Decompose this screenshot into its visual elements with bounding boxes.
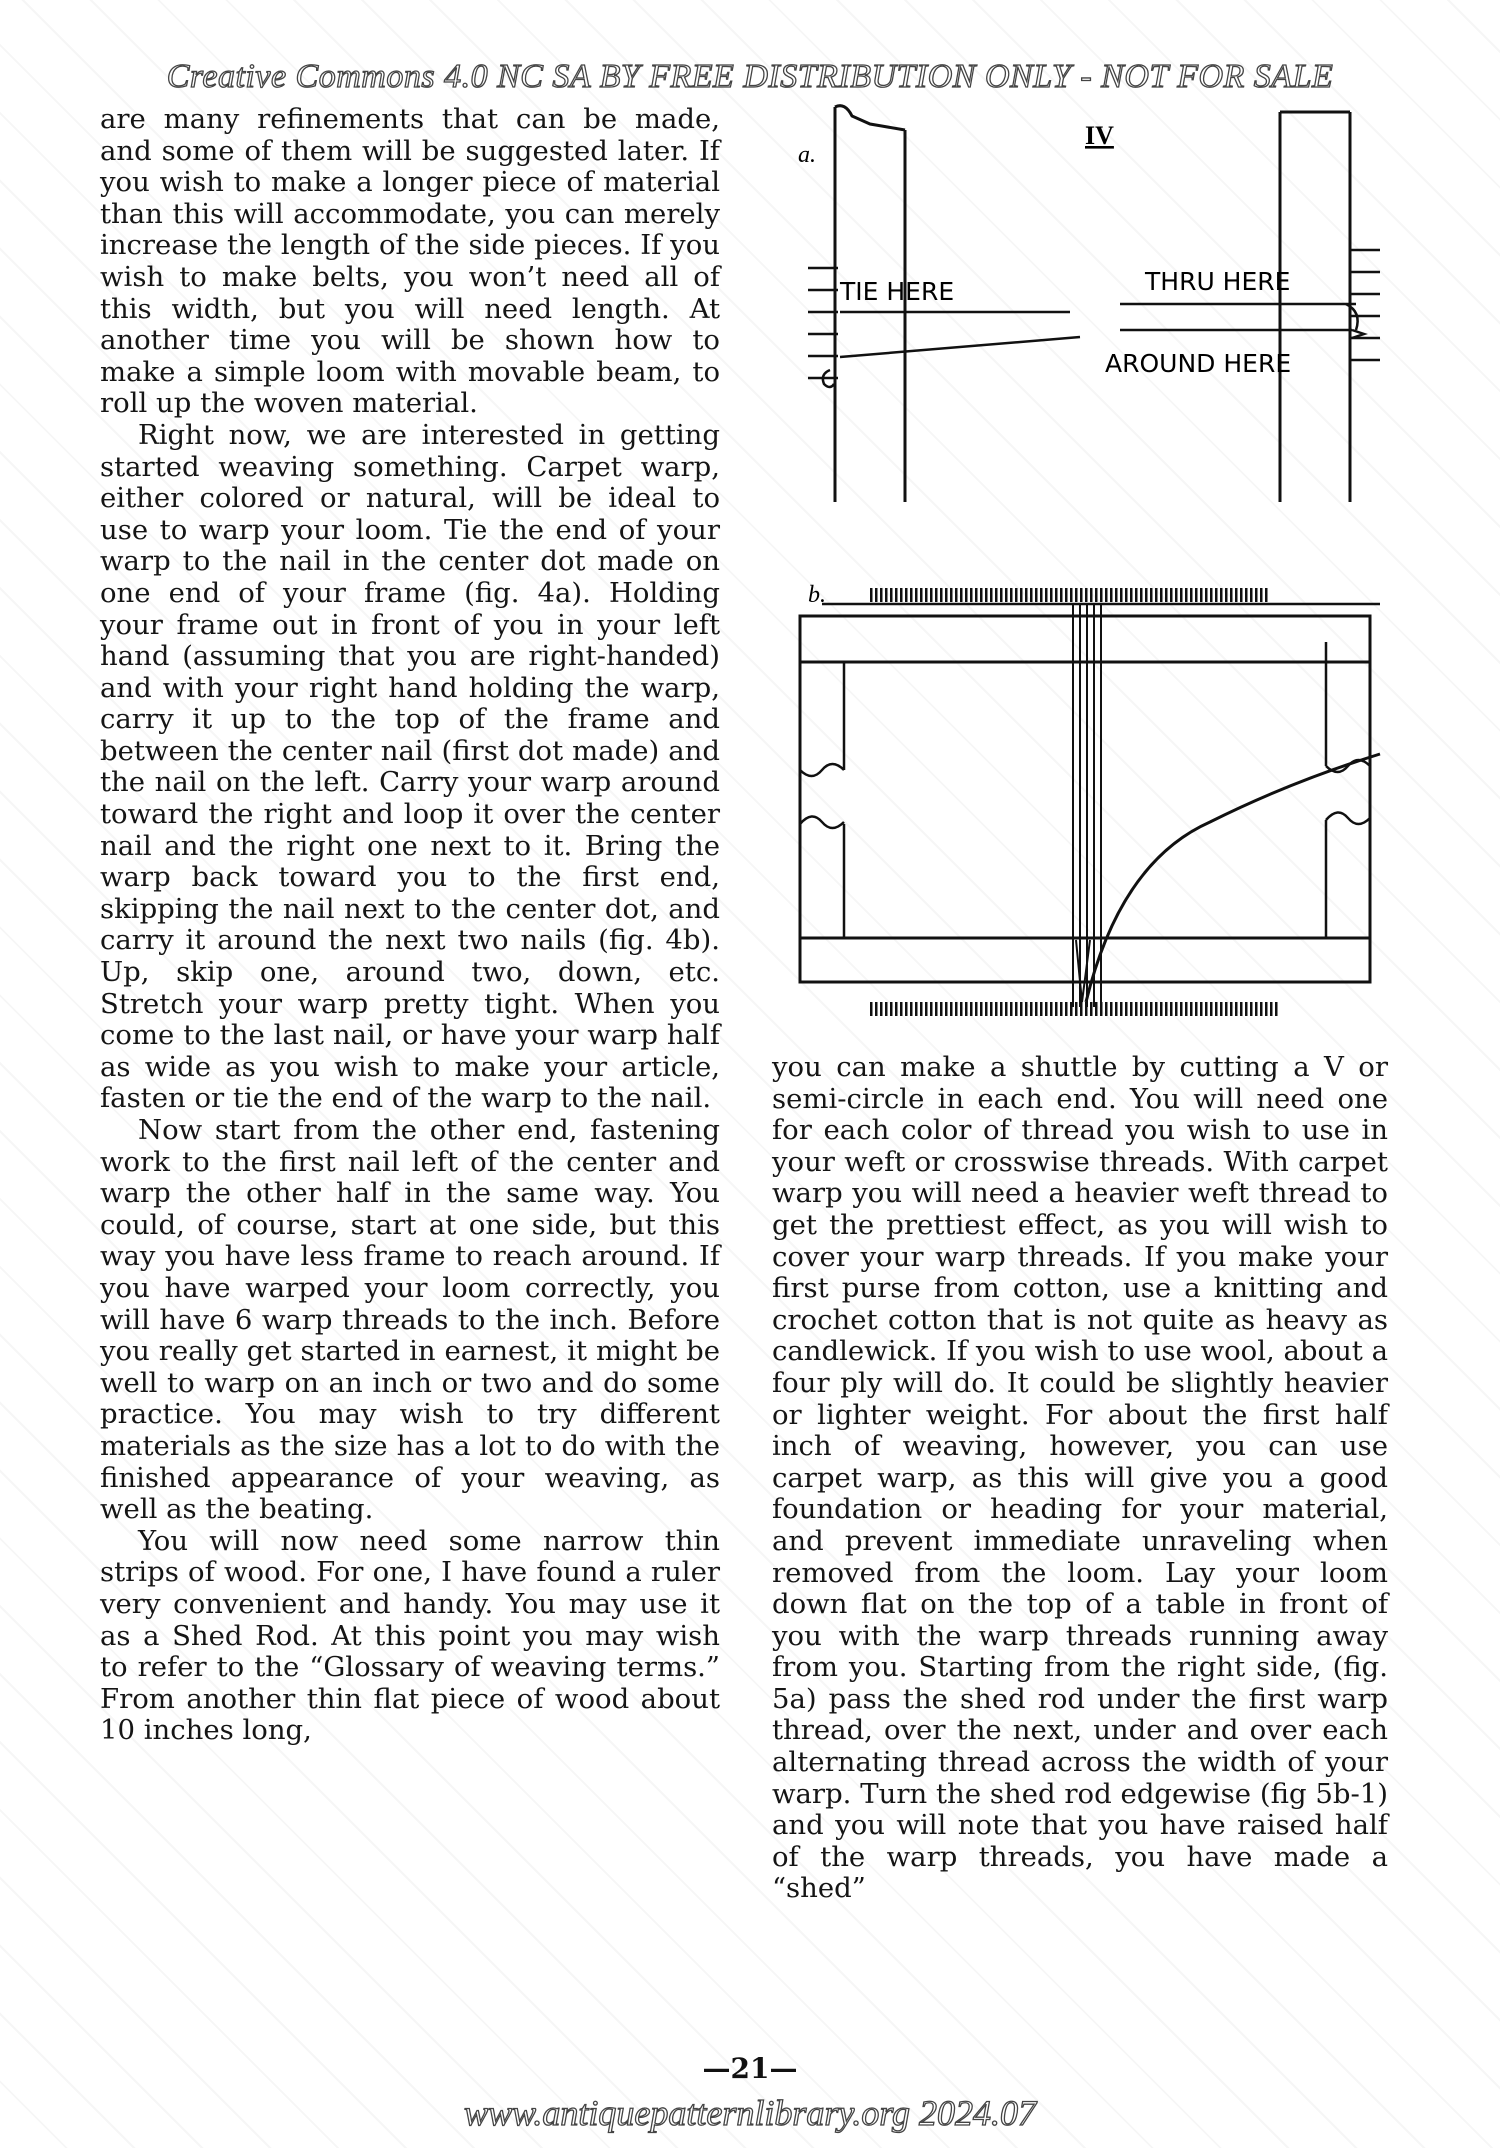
figure-4b: [800, 582, 1380, 1016]
figure-4a: [798, 106, 1380, 502]
paragraph: Now start from the other end, fastening work to the first nail left of the center and warp the other half in the same way. You could, of course, start at one side, but this way you have less frame to reach around. If you have warped your loom correctly, you will have 6 warp threads to the inch. Before you really get started in earnest, it might be well to warp on an inch or two and do some practice. You may wish to try different materials as the size has a lot to do with the finished appearance of your weaving, as well as the beating.: [100, 1114, 720, 1526]
right-column: [772, 1052, 1388, 1905]
figure-numeral: IV: [1085, 121, 1114, 150]
paragraph: You will now need some narrow thin strips of wood. For one, I have found a ruler very convenient and handy. You may use it as a Shed Rod. At this point you may wish to refer to the “Glossary of weaving terms.” From another thin flat piece of wood about 10 inches long,: [100, 1524, 720, 1747]
around-here-label: AROUND HERE: [1105, 349, 1292, 378]
tie-here-label: TIE HERE: [840, 277, 955, 306]
paragraph: are many refinements that can be made, and some of them will be suggested later. If you wish to make a longer piece of material than this will accommodate, you can merely increase the length of the side pieces. If you wish to make belts, you won’t need all of this width, but you will need length. At another time you will be shown how to make a simple loom with movable beam, to roll up the woven material.: [100, 103, 720, 420]
figure-label-b: b.: [808, 582, 826, 608]
left-column: [100, 104, 720, 1747]
watermark-header: Creative Commons 4.0 NC SA BY FREE DISTRIBUTION ONLY - NOT FOR SALE: [166, 58, 1334, 95]
thru-here-label: THRU HERE: [1145, 267, 1291, 296]
figure-4-loom-diagram: [790, 102, 1390, 1020]
paragraph: you can make a shuttle by cutting a V or semi-circle in each end. You will need one for each color of thread you wish to use in your weft or crosswise threads. With carpet warp you will need a heavier weft thread to get the prettiest effect, as you will wish to cover your warp threads. If you make your first purse from cotton, use a knitting and crochet cotton that is not quite as heavy as candlewick. If you wish to use wool, about a four ply will do. It could be slightly heavier or lighter weight. For about the first half inch of weaving, however, you can use carpet warp, as this will give you a good foundation or heading for your material, and prevent immediate unraveling when removed from the loom. Lay your loom down flat on the top of a table in front of you with the warp threads running away from you. Starting from the right side, (fig. 5a) pass the shed rod under the first warp thread, over the next, under and over each alternating thread across the width of your warp. Turn the shed rod edgewise (fig 5b-1) and you will note that you have raised half of the warp threads, you have made a “shed”: [772, 1051, 1388, 1905]
watermark-footer: www.antiquepatternlibrary.org 2024.07: [463, 2093, 1037, 2133]
page-number: —21—: [702, 2052, 798, 2085]
paragraph: Right now, we are interested in getting started weaving something. Carpet warp, either colored or natural, will be ideal to use to warp your loom. Tie the end of your warp to the nail in the center dot made on one end of your frame (fig. 4a). Holding your frame out in front of you in your left hand (assuming that you are right-handed) and with your right hand holding the warp, carry it up to the top of the frame and between the center nail (first dot made) and the nail on the left. Carry your warp around toward the right and loop it over the center nail and the right one next to it. Bring the warp back toward you to the first end, skipping the nail next to the center dot, and carry it around the next two nails (fig. 4b). Up, skip one, around two, down, etc. Stretch your warp pretty tight. When you come to the last nail, or have your warp half as wide as you wish to make your article, fasten or tie the end of the warp to the nail.: [100, 418, 720, 1115]
figure-label-a: a.: [798, 142, 816, 168]
